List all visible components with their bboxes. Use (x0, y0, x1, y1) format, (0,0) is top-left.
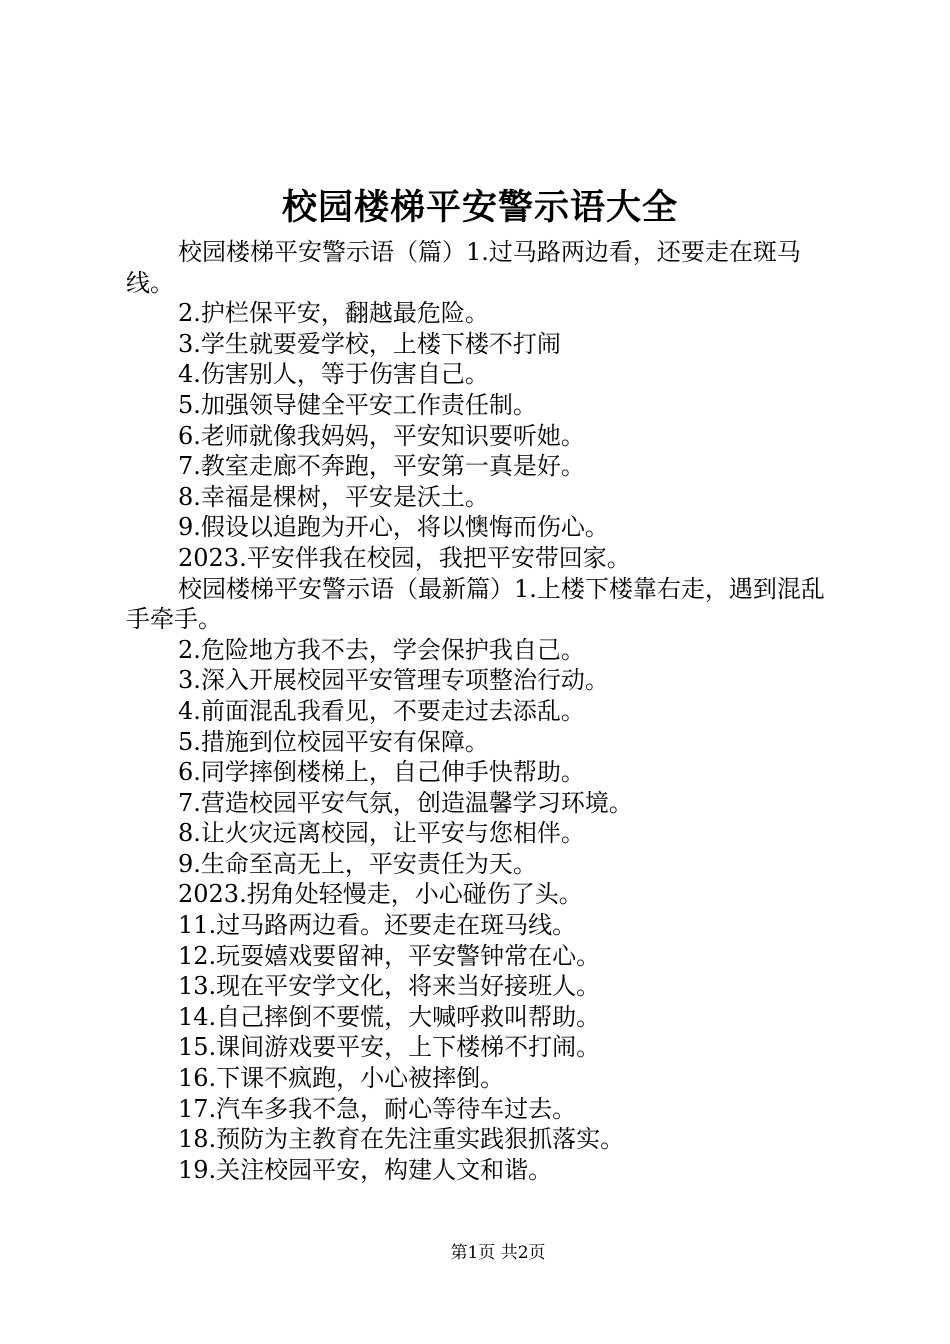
paragraph: 9.生命至高无上，平安责任为天。 (178, 849, 537, 878)
paragraph: 7.教室走廊不奔跑，平安第一真是好。 (178, 452, 585, 481)
paragraph: 2.危险地方我不去，学会保护我自己。 (178, 635, 585, 664)
paragraph: 4.伤害别人，等于伤害自己。 (178, 360, 489, 389)
paragraph: 9.假设以追跑为开心，将以懊悔而伤心。 (178, 513, 609, 542)
paragraph: 8.幸福是棵树，平安是沃土。 (178, 482, 489, 511)
paragraph: 16.下课不疯跑，小心被摔倒。 (178, 1064, 505, 1093)
paragraph: 校园楼梯平安警示语（最新篇）1.上楼下楼靠右走，遇到混乱手牵手。 (126, 574, 825, 634)
paragraph: 13.现在平安学文化，将来当好接班人。 (178, 972, 601, 1001)
paragraph: 3.深入开展校园平安管理专项整治行动。 (178, 666, 609, 695)
paragraph: 2.护栏保平安，翻越最危险。 (178, 299, 489, 328)
paragraph: 5.措施到位校园平安有保障。 (178, 727, 489, 756)
paragraph: 7.营造校园平安气氛，创造温馨学习环境。 (178, 788, 633, 817)
paragraph: 3.学生就要爱学校，上楼下楼不打闹 (178, 329, 561, 358)
paragraph: 11.过马路两边看。还要走在斑马线。 (178, 911, 577, 940)
document-title: 校园楼梯平安警示语大全 (281, 187, 678, 228)
paragraph: 12.玩耍嬉戏要留神，平安警钟常在心。 (178, 941, 601, 970)
paragraph: 2023.平安伴我在校园，我把平安带回家。 (178, 543, 631, 572)
paragraph: 6.同学摔倒楼梯上，自己伸手快帮助。 (178, 758, 585, 787)
paragraph: 18.预防为主教育在先注重实践狠抓落实。 (178, 1125, 625, 1154)
paragraph: 17.汽车多我不急，耐心等待车过去。 (178, 1094, 577, 1123)
document-body (126, 237, 846, 1185)
paragraph: 8.让火灾远离校园，让平安与您相伴。 (178, 819, 585, 848)
paragraph: 4.前面混乱我看见，不要走过去添乱。 (178, 696, 585, 725)
paragraph: 5.加强领导健全平安工作责任制。 (178, 390, 537, 419)
paragraph: 14.自己摔倒不要慌，大喊呼救叫帮助。 (178, 1002, 601, 1031)
paragraph: 6.老师就像我妈妈，平安知识要听她。 (178, 421, 585, 450)
page-footer: 第1页 共2页 (450, 1243, 546, 1263)
paragraph: 19.关注校园平安，构建人文和谐。 (178, 1155, 553, 1184)
paragraph: 15.课间游戏要平安，上下楼梯不打闹。 (178, 1033, 601, 1062)
paragraph: 校园楼梯平安警示语（篇）1.过马路两边看，还要走在斑马线。 (126, 238, 801, 297)
paragraph: 2023.拐角处轻慢走，小心碰伤了头。 (178, 880, 583, 909)
